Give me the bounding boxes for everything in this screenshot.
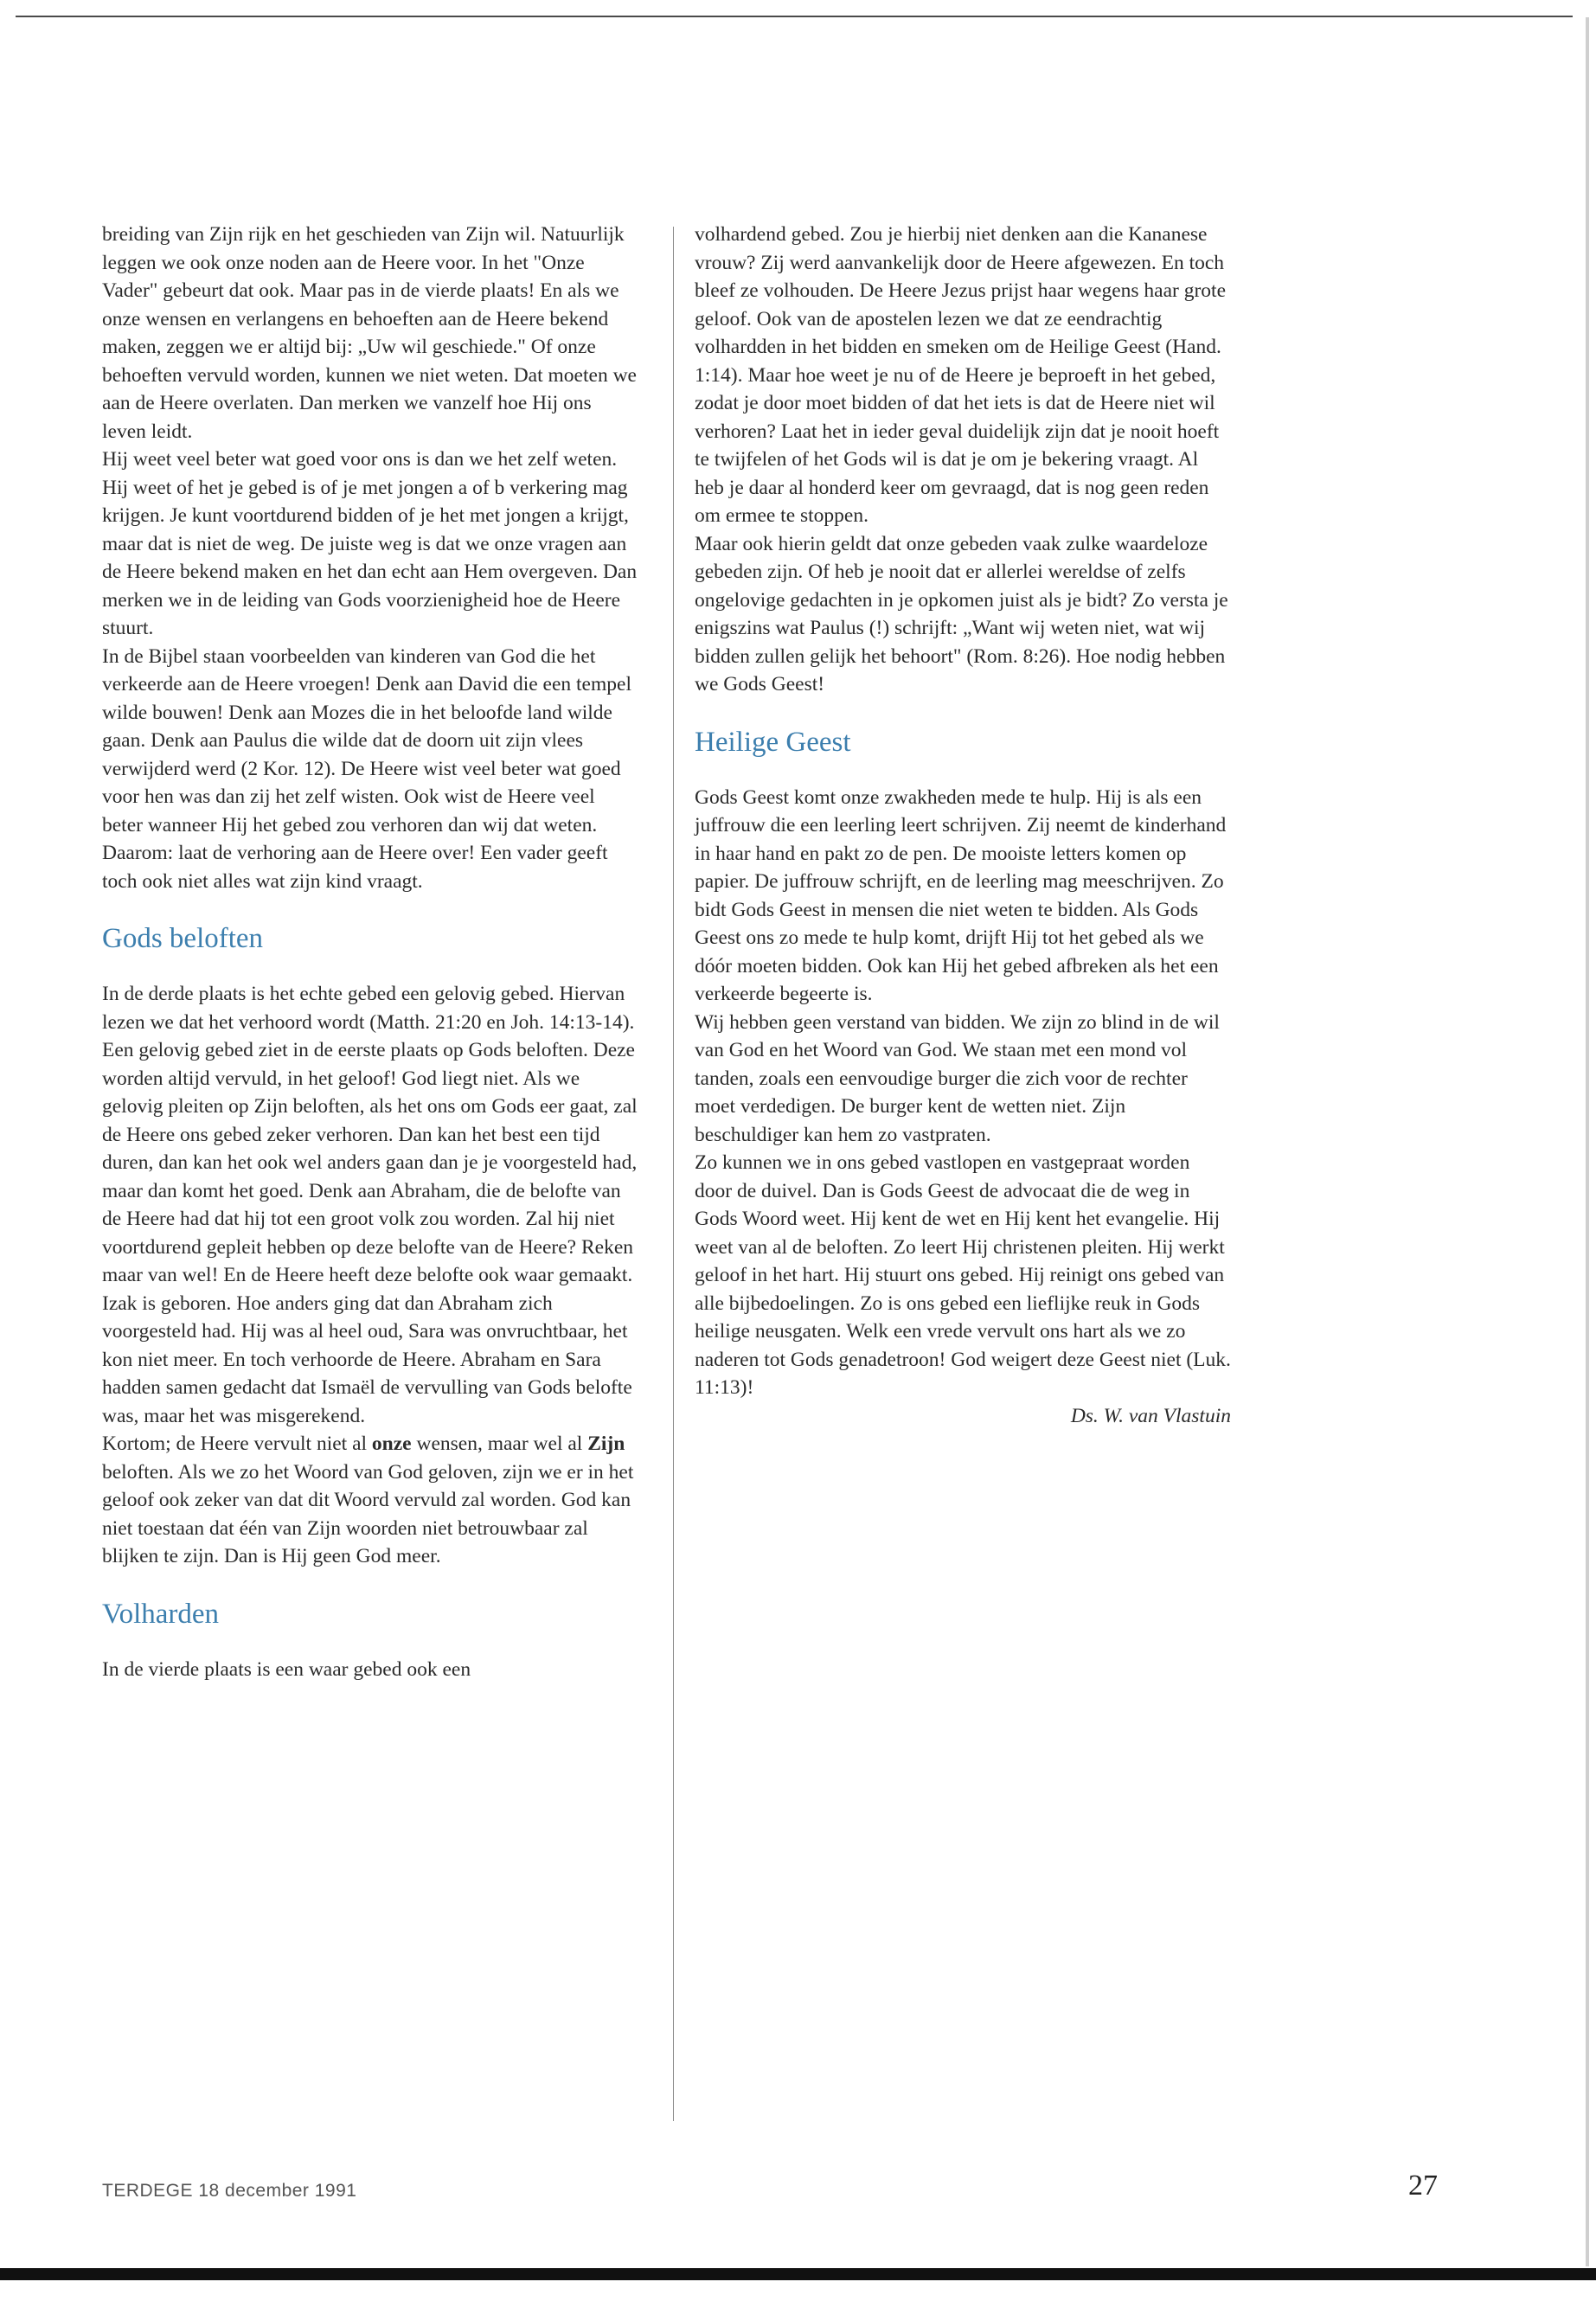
paragraph: In de Bijbel staan voorbeelden van kinderen van God die het verkeerde aan de Heere vroegen! Denk aan David die een tempel wilde bouwen! Denk aan Mozes die in het beloofde land wilde gaan. Denk aan Paulus die wilde dat de doorn uit zijn vlees verwijderd werd (2 Kor. 12). De Heere wist veel beter wat goed voor hen was dan zij het zelf wisten. Ook wist de Heere veel beter wanneer Hij het gebed zou verhoren dan wij dat weten. Daarom: laat de verhoring aan de Heere over! Een vader geeft toch ook niet alles wat zijn kind vraagt. [102, 644, 631, 893]
paragraph: Maar ook hierin geldt dat onze gebeden vaak zulke waardeloze gebeden zijn. Of heb je nooit dat er allerlei wereldse of zelfs ongelovige gedachten in je opkomen juist als je bidt? Zo versta je enigszins wat Paulus (!) schrijft: „Want wij weten niet, wat wij bidden zullen gelijk het behoort" (Rom. 8:26). Hoe nodig hebben we Gods Geest! [695, 532, 1228, 695]
left-column [102, 221, 638, 1683]
section-heading-volharden: Volharden [102, 1598, 220, 1630]
section-heading-gods-beloften: Gods beloften [102, 923, 264, 954]
scan-bottom-border [0, 2268, 1596, 2280]
right-column [695, 221, 1231, 1430]
paragraph: Wij hebben geen verstand van bidden. We zijn zo blind in de wil van God en het Woord van God. We staan met een mond vol tanden, zoals een eenvoudige burger die zich voor de rechter moet verdedigen. De burger kent de wetten niet. Zijn beschuldiger kan hem zo vastpraten. [695, 1010, 1220, 1146]
section-heading-heilige-geest: Heilige Geest [695, 726, 851, 758]
text-run: Kortom; de Heere vervult niet al [102, 1433, 372, 1455]
paragraph: Hij weet veel beter wat goed voor ons is dan we het zelf weten. Hij weet of het je gebed is of je met jongen a of b verkering mag krijgen. Je kunt voortdurend bidden of je het met jongen a krijgt, maar dat is niet de weg. De juiste weg is dat we onze vragen aan de Heere bekend maken en het dan echt aan Hem overgeven. Dan merken we in de leiding van Gods voorzienigheid hoe de Heere stuurt. [102, 448, 638, 639]
paragraph: volhardend gebed. Zou je hierbij niet denken aan die Kananese vrouw? Zij werd aanvankelijk door de Heere afgewezen. En toch bleef ze volhouden. De Heere Jezus prijst haar wegens haar grote geloof. Ook van de apostelen lezen we dat ze eendrachtig volhardden in het bidden en smeken om de Heilige Geest (Hand. 1:14). Maar hoe weet je nu of de Heere je beproeft in het gebed, zodat je door moet bidden of dat het iets is dat de Heere niet wil verhoren? Laat het in ieder geval duidelijk zijn dat je nooit hoeft te twijfelen of het Gods wil is dat je om je bekering vraagt. Al heb je daar al honderd keer om gevraagd, dat is nog geen reden om ermee te stoppen. [695, 223, 1226, 527]
paragraph: Zo kunnen we in ons gebed vastlopen en vastgepraat worden door de duivel. Dan is Gods Geest de advocaat die de weg in Gods Woord weet. Hij kent de wet en Hij kent het evangelie. Hij weet van al de beloften. Zo leert Hij christenen pleiten. Hij werkt geloof in het hart. Hij stuurt ons gebed. Hij reinigt ons gebed van alle bijbedoelingen. Zo is ons gebed een lieflijke reuk in Gods heilige neusgaten. Welk een vrede vervult ons hart als we zo naderen tot Gods genadetroon! God weigert deze Geest niet (Luk. 11:13)! [695, 1151, 1231, 1399]
paragraph: Gods Geest komt onze zwakheden mede te hulp. Hij is als een juffrouw die een leerling leert schrijven. Zij neemt de kinderhand in haar hand en pakt zo de pen. De mooiste letters komen op papier. De juffrouw schrijft, en de leerling mag meeschrijven. Zo bidt Gods Geest in mensen die niet weten te bidden. Als Gods Geest ons zo mede te hulp komt, drijft Hij tot het gebed als we dóór moeten bidden. Ook kan Hij het gebed afbreken als het een verkeerde begeerte is. [695, 785, 1227, 1005]
emphasis-zijn: Zijn [587, 1433, 625, 1455]
paragraph: breiding van Zijn rijk en het geschieden van Zijn wil. Natuurlijk leggen we ook onze noden aan de Heere voor. In het "Onze Vader" gebeurt dat ook. Maar pas in de vierde plaats! En als we onze wensen en verlangens en behoeften aan de Heere bekend maken, zeggen we er altijd bij: „Uw wil geschiede." Of onze behoeften vervuld worden, kunnen we niet weten. Dat moeten we aan de Heere overlaten. Dan merken we vanzelf hoe Hij ons leven leidt. [102, 223, 637, 443]
paragraph: In de vierde plaats is een waar gebed ook een [102, 1657, 471, 1681]
column-divider [673, 227, 674, 2121]
scan-right-edge [1586, 17, 1589, 2266]
paragraph: In de derde plaats is het echte gebed een gelovig gebed. Hiervan lezen we dat het verhoord wordt (Matth. 21:20 en Joh. 14:13-14). Een gelovig gebed ziet in de eerste plaats op Gods beloften. Deze worden altijd vervuld, in het geloof! God liegt niet. Als we gelovig pleiten op Zijn beloften, als het ons om Gods eer gaat, zal de Heere ons gebed zeker verhoren. Dan kan het best een tijd duren, dan kan het ook wel anders gaan dan je je voorgesteld had, maar dan komt het goed. Denk aan Abraham, die de belofte van de Heere had dat hij tot een groot volk zou worden. Zal hij niet voortdurend gepleit hebben op deze belofte van de Heere? Reken maar van wel! En de Heere heeft deze belofte ook waar gemaakt. Izak is geboren. Hoe anders ging dat dan Abraham zich voorgesteld had. Hij was al heel oud, Sara was onvruchtbaar, het kon niet meer. En toch verhoorde de Heere. Abraham en Sara hadden samen gedacht dat Ismaël de vervulling van Gods belofte was, maar het was misgerekend. [102, 983, 638, 1427]
page-number: 27 [1408, 2170, 1438, 2202]
text-run: wensen, maar wel al [411, 1433, 588, 1455]
footer-publication: TERDEGE 18 december 1991 [102, 2181, 357, 2201]
text-run: beloften. Als we zo het Woord van God geloven, zijn we er in het geloof ook zeker van dat dit Woord vervuld zal worden. God kan niet toestaan dat één van Zijn woorden niet betrouwbaar zal blijken te zijn. Dan is Hij geen God meer. [102, 1460, 634, 1567]
author-signature: Ds. W. van Vlastuin [1070, 1404, 1231, 1427]
scan-top-border [16, 16, 1573, 17]
paragraph-kortom [102, 1430, 638, 1571]
emphasis-onze: onze [371, 1433, 412, 1455]
